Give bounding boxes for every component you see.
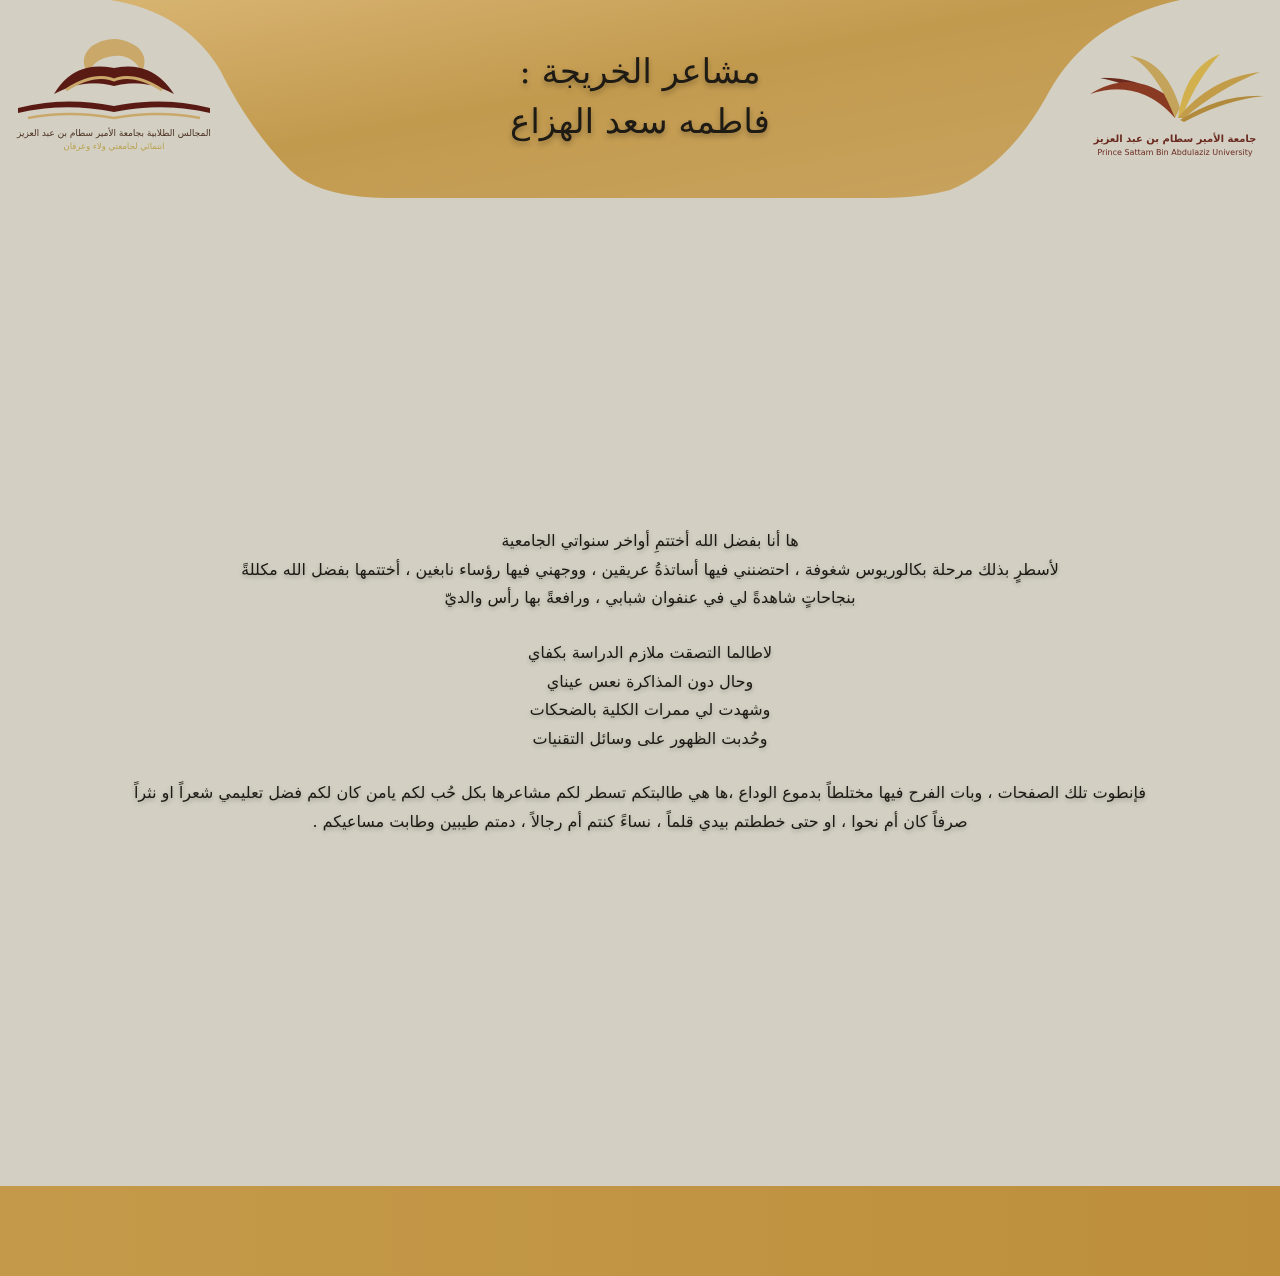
poem-line: وشهدت لي ممرات الكلية بالضحكات — [529, 700, 771, 719]
graduate-name: فاطمه سعد الهزاع — [510, 102, 770, 142]
university-logo — [1080, 48, 1270, 163]
intro-paragraph — [150, 527, 1150, 613]
text-line: بنجاحاتٍ شاهدةً لي في عنفوان شبابي ، ورافعةً بها رأس والديّ — [444, 588, 856, 607]
student-councils-slogan: انتمائي لجامعتي ولاء وعرفان — [63, 142, 165, 152]
footer-band — [0, 1186, 1280, 1276]
open-book-icon — [14, 34, 214, 129]
poem-stanza — [400, 639, 900, 753]
poem-line: وحال دون المذاكرة نعس عيناي — [546, 671, 754, 691]
text-line: لأسطرٍ بذلك مرحلة بكالوريوس شغوفة ، احتضنني فيها أساتذةُ عريقين ، ووجهني فيها رؤساء نابغين ، أختتمها بفضل الله مكللةً — [241, 559, 1059, 579]
university-emblem-icon — [1080, 48, 1270, 132]
text-line: صرفاً كان أم نحوا ، او حتى خططتم بيدي قلماً ، نساءً كنتم أم رجالاً ، دمتم طيبين وطابت مساعيكم . — [312, 811, 968, 831]
poem-line: وحُدبت الظهور على وسائل التقنيات — [532, 728, 768, 748]
university-name-english: Prince Sattam Bin Abdulaziz University — [1097, 148, 1253, 157]
page-title-line1: مشاعر الخريجة : — [519, 52, 761, 92]
text-line: ها أنا بفضل الله أختتمِ أواخر سنواتي الجامعية — [501, 531, 799, 550]
closing-paragraph — [100, 779, 1180, 836]
university-name-arabic: جامعة الأمير سطام بن عبد العزيز — [1093, 134, 1257, 145]
text-line: فإنطوت تلك الصفحات ، وبات الفرح فيها مختلطاً بدموع الوداع ،ها هي طالبتكم تسطر لكم مشاعرها بكل حُب لكم يامن كان لكم فضل تعليمي شعراً او نثراً — [133, 783, 1146, 802]
student-councils-name: المجالس الطلابية بجامعة الأمير سطام بن عبد العزيز — [17, 129, 211, 139]
poem-line: لاطالما التصقت ملازم الدراسة بكفاي — [527, 643, 773, 662]
student-councils-logo — [14, 34, 214, 164]
